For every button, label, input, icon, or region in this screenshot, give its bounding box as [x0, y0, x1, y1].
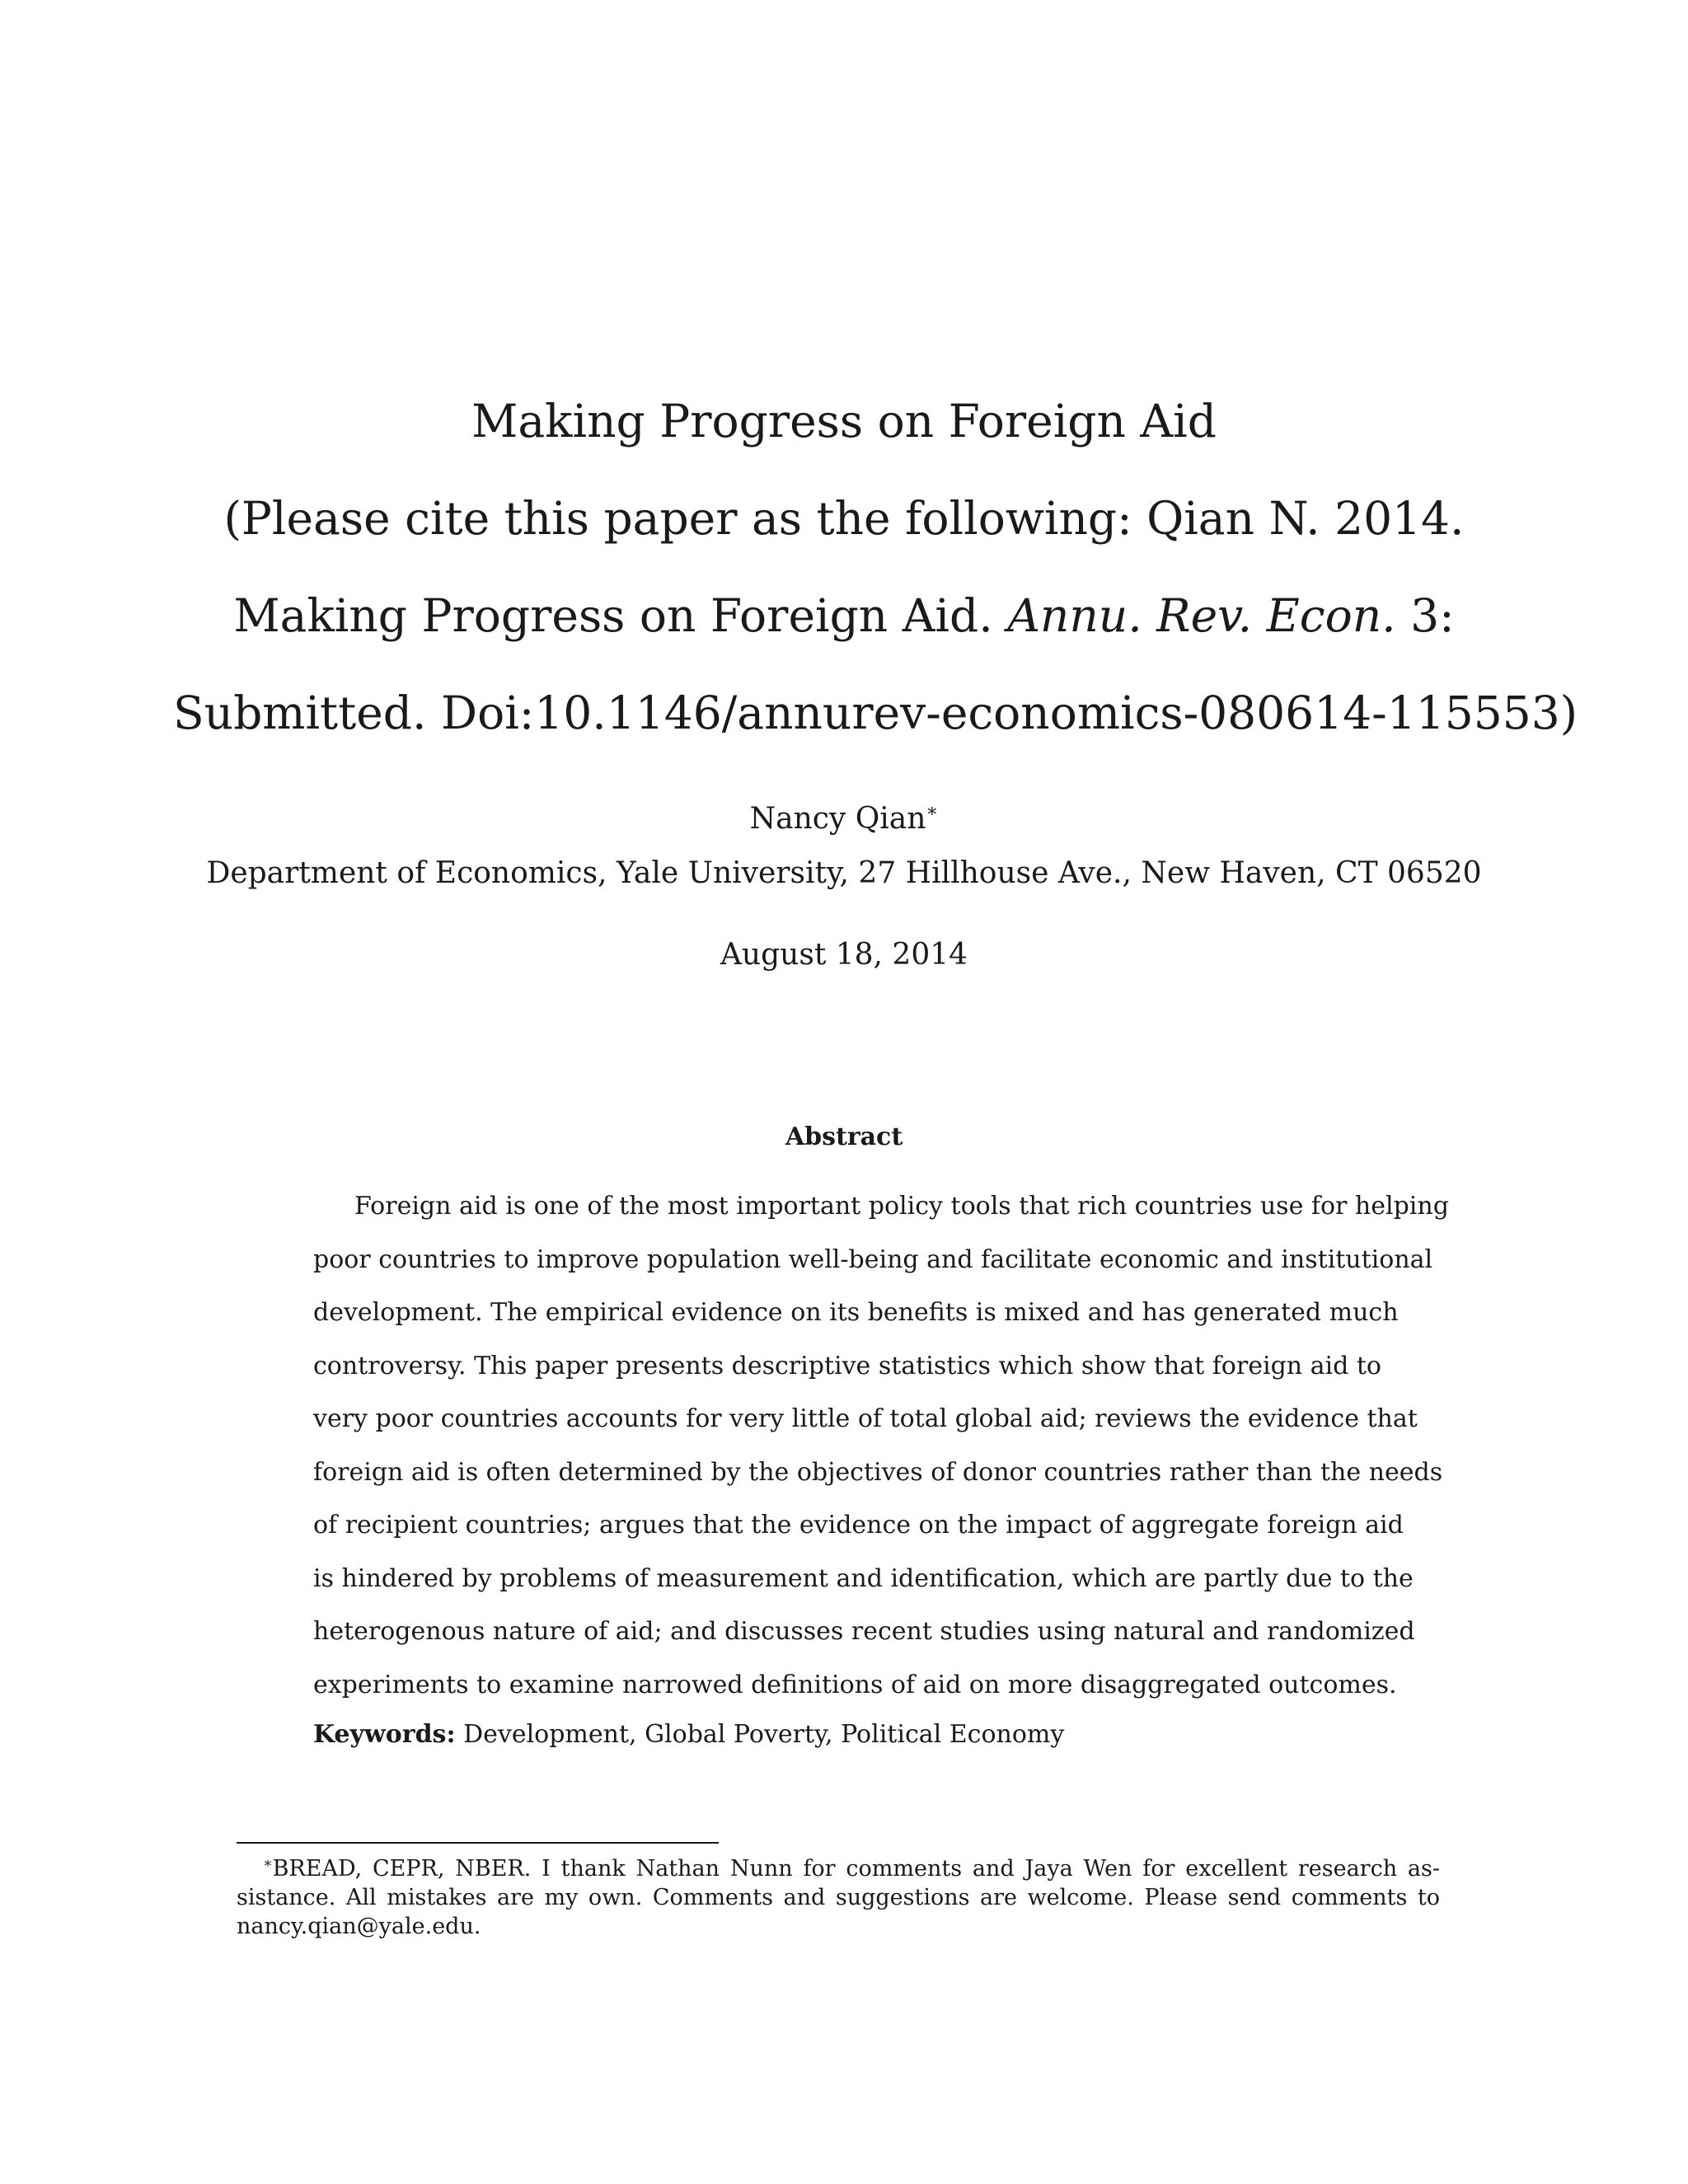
abstract-line: experiments to examine narrowed definitions of aid on more disaggregated outcomes.: [313, 1670, 1397, 1699]
title-line-2: (Please cite this paper as the following: Qian N. 2014.: [223, 492, 1465, 545]
footnote-mark: ∗: [263, 1855, 273, 1872]
journal-name: Annu. Rev. Econ.: [1007, 589, 1396, 642]
author-name: Nancy Qian: [749, 802, 926, 836]
footnote-line: [237, 1849, 1440, 1883]
author: [0, 793, 1688, 838]
title-line-3-prefix: Making Progress on Foreign Aid.: [233, 589, 1008, 642]
abstract-body: [313, 1180, 1449, 1712]
abstract-line: development. The empirical evidence on its benefits is mixed and has generated much: [313, 1298, 1399, 1327]
paper-title: [173, 373, 1578, 762]
author-footnote-mark: ∗: [926, 801, 939, 822]
affiliation: Department of Economics, Yale University, 27 Hillhouse Ave., New Haven, CT 06520: [206, 856, 1482, 890]
abstract-line: heterogenous nature of aid; and discusses recent studies using natural and randomized: [313, 1617, 1415, 1646]
abstract-line: foreign aid is often determined by the objectives of donor countries rather than the needs: [313, 1457, 1443, 1487]
footnote-email: nancy.qian@yale.edu.: [237, 1914, 481, 1939]
footnote-divider: [237, 1842, 719, 1844]
title-line-3: [173, 567, 1515, 664]
abstract-line: Foreign aid is one of the most important policy tools that rich countries use for helping: [354, 1192, 1449, 1221]
keywords-label: Keywords:: [313, 1720, 456, 1749]
footnote: [237, 1849, 1440, 1941]
abstract-line: poor countries to improve population well-being and facilitate economic and institutional: [313, 1244, 1433, 1274]
abstract-line: very poor countries accounts for very little of total global aid; reviews the evidence that: [313, 1404, 1418, 1433]
keywords-value: Development, Global Poverty, Political Economy: [463, 1720, 1065, 1749]
abstract-line: is hindered by problems of measurement and identification, which are partly due to the: [313, 1563, 1414, 1593]
abstract-heading: Abstract: [785, 1122, 903, 1151]
abstract-line: controversy. This paper presents descriptive statistics which show that foreign aid to: [313, 1351, 1381, 1380]
footnote-line: sistance. All mistakes are my own. Comments and suggestions are welcome. Please send comments to: [237, 1885, 1440, 1910]
title-line-4: Submitted. Doi:10.1146/annurev-economics-080614-115553): [173, 687, 1578, 739]
abstract-line: of recipient countries; argues that the evidence on the impact of aggregate foreign aid: [313, 1511, 1404, 1540]
date: August 18, 2014: [720, 938, 968, 972]
title-line-3-suffix: 3:: [1395, 589, 1455, 642]
keywords: [313, 1717, 1376, 1753]
title-line-1: Making Progress on Foreign Aid: [471, 395, 1217, 448]
footnote-line-text: BREAD, CEPR, NBER. I thank Nathan Nunn for comments and Jaya Wen for excellent research as-: [272, 1856, 1440, 1882]
